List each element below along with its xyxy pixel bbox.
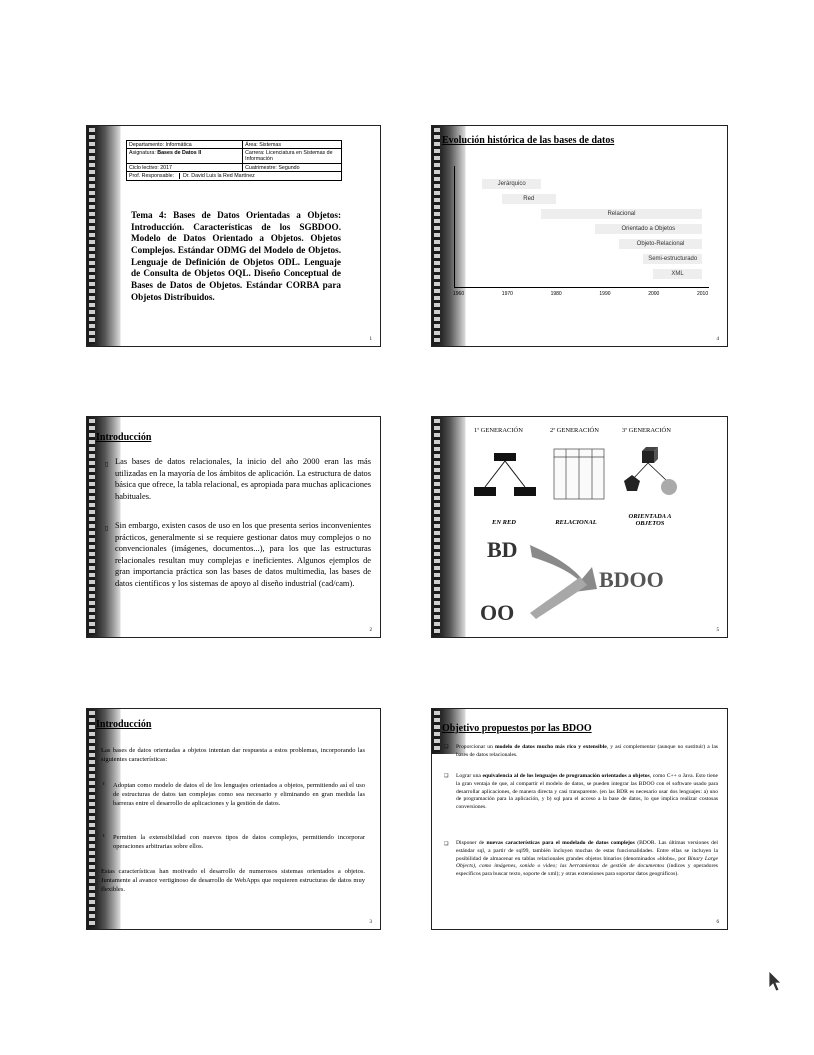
- page-number: 3: [369, 920, 372, 925]
- objective-2: Lograr una equivalencia al de los lenguajes de programación orientados a objetos, como C++ o Java. Esto tiene la gran ventaja de que, al compartir el modelo de datos, se pueden integrar las BDOO con el software usado para desarrollar aplicaciones, de manera directa y casi transparente. (en las BDR es necesario usar dos lenguajes: a) uno de programación para la aplicación, y b) sql para el acceso a la base de datos, lo que implica realizar costosas conversiones.: [456, 773, 719, 811]
- mouse-cursor-icon: [768, 970, 782, 992]
- paragraph-1: Las bases de datos relacionales, la inicio del año 2000 eran las más utilizadas en la mayoría de los ámbitos de aplicación. La estructura de datos básica que ofrece, la tabla relacional, es apropiada para muchas aplicaciones habituales.: [115, 457, 371, 501]
- cuatrimestre-cell: Cuatrimestre: Segundo: [243, 164, 342, 172]
- generation-3-label: 3ª GENERACIÓN: [622, 427, 671, 434]
- object-caption: ORIENTADA A OBJETOS: [628, 513, 672, 527]
- bullet-icon: ❑: [444, 842, 449, 847]
- generation-2-label: 2ª GENERACIÓN: [550, 427, 599, 434]
- bullet-icon: ▯: [105, 526, 109, 532]
- bd-label: BD: [487, 537, 518, 562]
- timeline-bar: Red: [502, 194, 556, 204]
- dept-cell: Departamento: Informática: [127, 141, 243, 149]
- page-number: 5: [716, 628, 719, 633]
- timeline-bar: Relacional: [541, 209, 702, 219]
- bdoo-label: BDOO: [599, 567, 664, 592]
- page-number: 2: [369, 628, 372, 633]
- timeline-bar: Objeto-Relacional: [619, 239, 702, 249]
- year-tick-label: 1990: [599, 291, 611, 297]
- objective-1: Proporcionar un modelo de datos mucho más rico y extensible, y así complementar (aunque no sustituir) a las bases de datos relacionales.: [456, 744, 718, 758]
- slide-title: Introducción: [96, 719, 152, 730]
- relational-table-icon: [554, 449, 604, 499]
- slide-3: [86, 708, 381, 930]
- y-axis: [454, 166, 455, 288]
- slide-5: [431, 416, 728, 638]
- slide-title: Objetivo propuestos por las BDOO: [442, 723, 592, 734]
- slide-2: [86, 416, 381, 638]
- timeline-bar: Semi-estructurado: [643, 254, 702, 264]
- area-cell: Área: Sistemas: [243, 141, 342, 149]
- slide-6: [431, 708, 728, 930]
- slide-1: [86, 125, 381, 347]
- slide-title: Evolución histórica de las bases de datos: [442, 135, 615, 146]
- year-tick-label: 1980: [550, 291, 562, 297]
- page-number: 4: [716, 337, 719, 342]
- timeline-bar: XML: [653, 269, 702, 279]
- intro-paragraph: Las bases de datos orientadas a objetos intentan dar respuesta a estos problemas, incorporando las siguientes características:: [101, 747, 365, 764]
- decorative-strip: [432, 126, 466, 346]
- bullet-icon: ▯: [105, 462, 109, 468]
- year-tick-label: 1970: [501, 291, 513, 297]
- merge-arrow-icon: [530, 545, 597, 619]
- slide-4: [431, 125, 728, 347]
- bullet-icon: ɪ: [103, 833, 105, 839]
- generation-1-label: 1ª GENERACIÓN: [474, 427, 523, 434]
- prof-cell: Prof. Responsable: Dr. David Luis la Red Martínez: [127, 172, 342, 180]
- page-number: 1: [369, 337, 372, 342]
- feature-1: Adoptan como modelo de datos el de los lenguajes orientados a objetos, permitiendo así el uso de estructuras de datos tan complejas como sea necesario y eliminando en gran medida las barreras entre el desarrollo de aplicaciones y la gestión de datos.: [113, 782, 365, 808]
- bullet-icon: ɪ: [103, 781, 105, 787]
- network-model-icon: [474, 453, 536, 496]
- year-tick-label: 1960: [453, 291, 465, 297]
- ciclo-cell: Ciclo lectivo: 2017: [127, 164, 243, 172]
- topic-title: Tema 4: Bases de Datos Orientadas a Objetos: Introducción. Características de los SGBDOO. Modelo de Datos Orientado a Objetos. Objetos Complejos. Estándar ODMG del Modelo de Objetos. Lenguaje de Definición de Objetos ODL. Lenguaje de Consulta de Objetos OQL. Diseño Conceptual de Bases de Datos de Objetos. Estándar CORBA para Objetos Distribuidos.: [131, 210, 341, 302]
- page-number: 6: [716, 920, 719, 925]
- decorative-strip: [87, 709, 121, 929]
- outro-paragraph: Estas características han motivado el desarrollo de numerosos sistemas orientados a objetos. Juntamente al avance vertiginoso de desarrollo de WebApps que requieren estructuras de datos muy flexibles.: [101, 868, 365, 894]
- year-tick-label: 2000: [648, 291, 660, 297]
- bullet-icon: ❑: [444, 774, 449, 779]
- slide-title: Introducción: [96, 432, 152, 443]
- timeline-bar: Orientado a Objetos: [595, 224, 702, 234]
- network-caption: EN RED: [491, 519, 517, 526]
- relational-caption: RELACIONAL: [555, 519, 597, 526]
- year-tick-label: 2010: [697, 291, 709, 297]
- timeline-bar: Jerárquico: [482, 179, 541, 189]
- paragraph-2: Sin embargo, existen casos de uso en los que presenta serios inconvenientes prácticos, generalmente si se requiere gestionar datos muy complejos o no convencionales (imágenes, documentos...), para los que las estructuras relacionales resultan muy complejas e ineficientes. Algunos ejemplos de gran importancia práctica son las bases de datos multimedia, las bases de datos científicos y los sistemas de apoyo al diseño industrial (cad/cam).: [115, 521, 371, 588]
- carrera-cell: Carrera: Licenciatura en Sistemas de Información: [243, 149, 342, 164]
- decorative-strip: [87, 126, 121, 346]
- asignatura-cell: Asignatura: Bases de Datos II: [127, 149, 243, 164]
- feature-2: Permiten la extensibilidad con nuevos tipos de datos complejos, permitiendo incorporar operaciones arbitrarias sobre ellos.: [113, 834, 365, 851]
- objective-3: Disponer de nuevas características para el modelado de datos complejos (BDOR. Las últimas versiones del estándar sql, a partir de sql99, también incluyen muchas de estas funcionalidades. Entre ellas se incluyen la posibilidad de almacenar en tablas relacionales grandes objetos binarios (denominados «blobs», por Binary Large Objects), como imágenes, sonido o video; las herramientas de gestión de documentos (índices y operadores específicos para buscar texto, soporte de xml); y otras extensiones para soportar datos geográficos).: [456, 840, 718, 878]
- x-axis: [454, 287, 709, 288]
- oo-label: OO: [480, 600, 515, 625]
- bullet-icon: ❑: [444, 745, 449, 750]
- generation-diagrams: [432, 417, 728, 638]
- object-model-icon: [624, 447, 677, 495]
- course-info-table: [126, 140, 342, 181]
